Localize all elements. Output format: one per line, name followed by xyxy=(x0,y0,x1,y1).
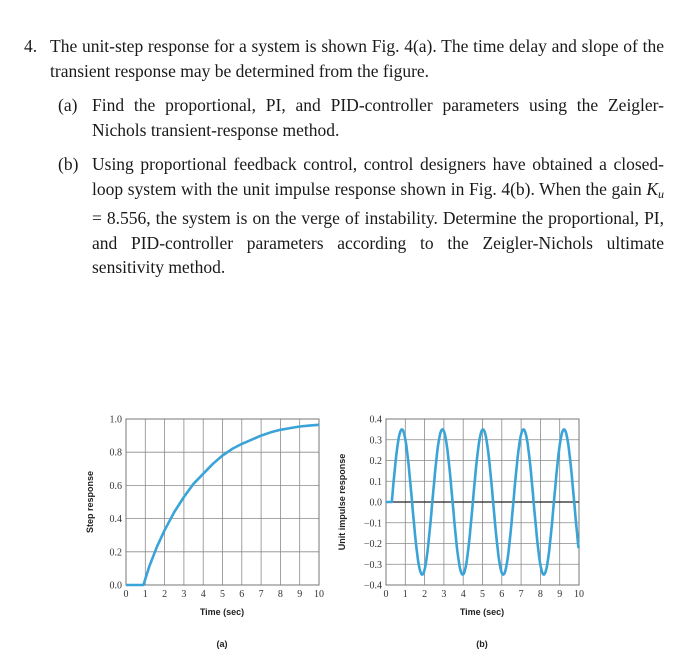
chart-b-y-ticks xyxy=(364,415,382,592)
chart-a-y-tick-label: 0.2 xyxy=(109,547,122,559)
chart-b-x-tick-label: 9 xyxy=(557,589,563,600)
chart-a-y-tick-label: 0.8 xyxy=(109,447,122,459)
chart-b-y-tick-label: 0.2 xyxy=(369,456,382,467)
chart-b-ylabel: Unit impulse response xyxy=(337,453,347,551)
chart-b-x-tick-label: 1 xyxy=(402,589,408,600)
chart-b-y-tick-label: 0.1 xyxy=(369,476,382,488)
chart-a-x-tick-label: 1 xyxy=(142,589,148,600)
chart-b-y-tick-label: 0.0 xyxy=(369,497,382,509)
chart-b-x-tick-label: 8 xyxy=(537,589,543,600)
part-a-label: (a) xyxy=(58,95,78,115)
chart-b-x-tick-label: 10 xyxy=(574,589,584,600)
part-b-text-after: = 8.556, the system is on the verge of instability. Determine the proportional, PI, and PID-controller parameters according to the Zeigler-Nichols ultimate sensitivity method. xyxy=(92,208,664,277)
chart-b-x-tick-label: 2 xyxy=(422,589,428,600)
chart-a-x-tick-label: 2 xyxy=(162,589,168,600)
chart-a-xlabel: Time (sec) xyxy=(199,607,245,617)
chart-a-x-tick-label: 10 xyxy=(314,589,324,600)
chart-b-x-tick-label: 6 xyxy=(499,589,505,600)
problem-number: 4. xyxy=(24,36,38,56)
chart-a-y-tick-label: 0.0 xyxy=(109,580,122,592)
chart-a-x-tick-label: 4 xyxy=(200,589,206,600)
chart-a-x-tick-label: 8 xyxy=(277,589,283,600)
gain-subscript: u xyxy=(658,186,664,201)
chart-a-x-ticks xyxy=(124,589,325,600)
gain-symbol: K xyxy=(646,178,658,199)
chart-b-y-tick-label: −0.3 xyxy=(363,559,382,571)
chart-b-y-tick-label: 0.3 xyxy=(369,435,382,447)
chart-a-ylabel: Step response xyxy=(85,470,95,534)
chart-b-x-tick-label: 0 xyxy=(383,589,389,600)
chart-b-x-tick-label: 4 xyxy=(460,589,466,600)
chart-a-x-tick-label: 3 xyxy=(181,589,187,600)
chart-b-y-tick-label: −0.2 xyxy=(363,539,382,550)
chart-b-x-tick-label: 7 xyxy=(518,589,524,600)
problem-stem: The unit-step response for a system is shown Fig. 4(a). The time delay and slope of the transient response may be determined from the figure. xyxy=(50,36,664,81)
part-b-label: (b) xyxy=(58,154,79,174)
chart-b-y-tick-label: −0.1 xyxy=(363,518,382,530)
chart-a-x-tick-label: 7 xyxy=(258,589,264,600)
chart-a-caption: (a) xyxy=(216,639,228,649)
chart-a-y-ticks xyxy=(110,415,123,592)
chart-b-x-tick-label: 3 xyxy=(441,589,447,600)
chart-a-x-tick-label: 5 xyxy=(220,589,225,600)
chart-a-grid xyxy=(126,419,319,585)
chart-b-x-tick-label: 5 xyxy=(480,589,485,600)
part-b-text-before: Using proportional feedback control, control designers have obtained a closed-loop system with the unit impulse response shown in Fig. 4(b). When the gain xyxy=(92,154,664,199)
chart-b xyxy=(337,415,584,650)
chart-a-y-tick-label: 0.4 xyxy=(109,514,122,526)
chart-b-x-ticks xyxy=(384,589,585,600)
chart-b-y-tick-label: −0.4 xyxy=(363,580,382,592)
chart-a-y-tick-label: 0.6 xyxy=(109,480,122,492)
chart-b-caption: (b) xyxy=(476,639,488,649)
chart-b-y-tick-label: 0.4 xyxy=(369,414,382,426)
part-a-text: Find the proportional, PI, and PID-controller parameters using the Zeigler-Nichols transient-response method. xyxy=(92,95,664,140)
chart-a-x-tick-label: 0 xyxy=(123,589,129,600)
chart-a-x-tick-label: 9 xyxy=(297,589,303,600)
chart-a-y-tick-label: 1.0 xyxy=(109,414,122,426)
chart-a xyxy=(85,415,324,650)
chart-b-xlabel: Time (sec) xyxy=(459,607,505,617)
chart-a-x-tick-label: 6 xyxy=(239,589,245,600)
